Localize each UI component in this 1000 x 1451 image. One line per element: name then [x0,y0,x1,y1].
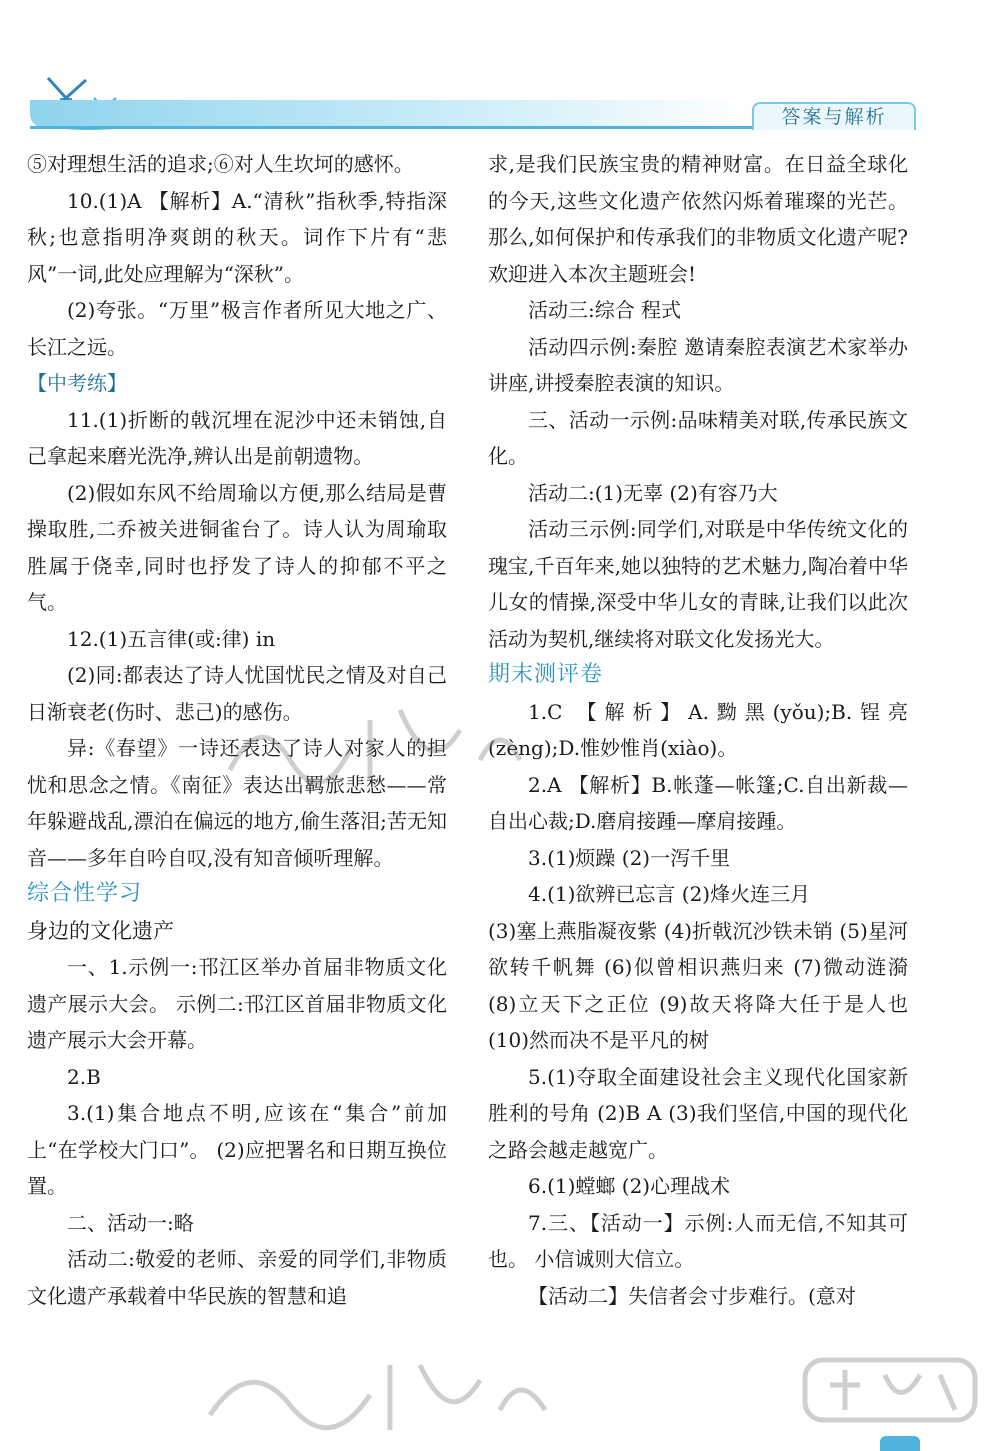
paragraph: 三、活动一示例:品味精美对联,传承民族文化。 [488,407,908,468]
paragraph: 5.(1)夺取全面建设社会主义现代化国家新胜利的号角 (2)B A (3)我们坚信,中国的现代化之路会越走越宽广。 [488,1064,908,1162]
paragraph: 活动三示例:同学们,对联是中华传统文化的瑰宝,千百年来,她以独特的艺术魅力,陶冶着中华儿女的情操,深受中华儿女的青睐,让我们以此次活动为契机,继续将对联文化发扬光大。 [488,517,908,651]
left-column [27,146,447,1314]
paragraph: 1.C 【解析】A.黝黑(yǒu);B.锃亮(zèng);D.惟妙惟肖(xiào)。 [488,699,908,760]
paragraph: 活动二:(1)无辜 (2)有容乃大 [528,480,778,505]
paragraph: 12.(1)五言律(或:律) in [67,626,276,651]
page-header [0,0,1000,140]
paragraph: 11.(1)折断的戟沉埋在泥沙中还未销蚀,自己拿起来磨光洗净,辨认出是前朝遗物。 [27,407,447,468]
paragraph: 2.A 【解析】B.帐蓬—帐篷;C.自出新裁—自出心裁;D.磨肩接踵—摩肩接踵。 [488,772,908,833]
paragraph: 求,是我们民族宝贵的精神财富。在日益全球化的今天,这些文化遗产依然闪烁着璀璨的光芒。那么,如何保护和传承我们的非物质文化遗产呢?欢迎进入本次主题班会! [488,152,908,286]
paragraph: (2)假如东风不给周瑜以方便,那么结局是曹操取胜,二乔被关进铜雀台了。诗人认为周瑜取胜属于侥幸,同时也抒发了诗人的抑郁不平之气。 [27,480,447,614]
paragraph: 【活动二】失信者会寸步难行。(意对 [528,1283,856,1308]
paragraph: 活动四示例:秦腔 邀请秦腔表演艺术家举办讲座,讲授秦腔表演的知识。 [488,334,908,395]
paragraph: 3.(1)集合地点不明,应该在“集合”前加上“在学校大门口”。 (2)应把署名和日期互换位置。 [27,1101,447,1198]
paragraph: 10.(1)A 【解析】A.“清秋”指秋季,特指深秋;也意指明净爽朗的秋天。词作下片有“悲风”一词,此处应理解为“深秋”。 [27,188,447,286]
paragraph: 2.B [67,1064,101,1089]
header-band [30,100,750,128]
paragraph: 一、1.示例一:邗江区举办首届非物质文化遗产展示大会。 示例二:邗江区首届非物质文化遗产展示大会开幕。 [27,955,447,1052]
watermark-graphic-2 [200,1345,560,1445]
paragraph: 二、活动一:略 [67,1210,194,1235]
paragraph: 异:《春望》一诗还表达了诗人对家人的担忧和思念之情。《南征》表达出羁旅悲愁——常年躲避战乱,漂泊在偏远的地方,偷生落泪;苦无知音——多年自吟自叹,没有知音倾听理解。 [27,736,447,870]
paragraph: 4.(1)欲辨已忘言 (2)烽火连三月 [528,882,811,906]
watermark-badge-icon [800,1355,980,1445]
page-number-tab [880,1436,920,1451]
paragraph: 7.三、【活动一】示例:人而无信,不知其可也。 小信诚则大信立。 [488,1210,908,1271]
paragraph: (2)夸张。“万里”极言作者所见大地之广、长江之远。 [27,298,447,359]
paragraph: ⑤对理想生活的追求;⑥对人生坎坷的感怀。 [27,152,414,176]
section-title: 期末测评卷 [488,662,604,687]
paragraph: 活动三:综合 程式 [528,298,682,322]
header-section-tab: 答案与解析 [752,102,916,130]
paragraph: (2)同:都表达了诗人忧国忧民之情及对自己日渐衰老(伤时、悲己)的感伤。 [27,663,447,724]
paragraph: 活动二:敬爱的老师、亲爱的同学们,非物质文化遗产承载着中华民族的智慧和追 [27,1247,447,1308]
right-column [488,146,908,1314]
subsection-title: 身边的文化遗产 [27,918,174,943]
paragraph: 6.(1)螳螂 (2)心理战术 [528,1174,731,1198]
section-title: 综合性学习 [27,881,143,906]
section-tag: 【中考练】 [27,371,127,395]
paragraph: 3.(1)烦躁 (2)一泻千里 [528,845,731,870]
paragraph: (3)塞上燕脂凝夜紫 (4)折戟沉沙铁未销 (5)星河欲转千帆舞 (6)似曾相识燕归来 (7)微动涟漪 (8)立天下之正位 (9)故天将降大任于是人也 (10)然而决不是平凡的树 [488,918,908,1052]
